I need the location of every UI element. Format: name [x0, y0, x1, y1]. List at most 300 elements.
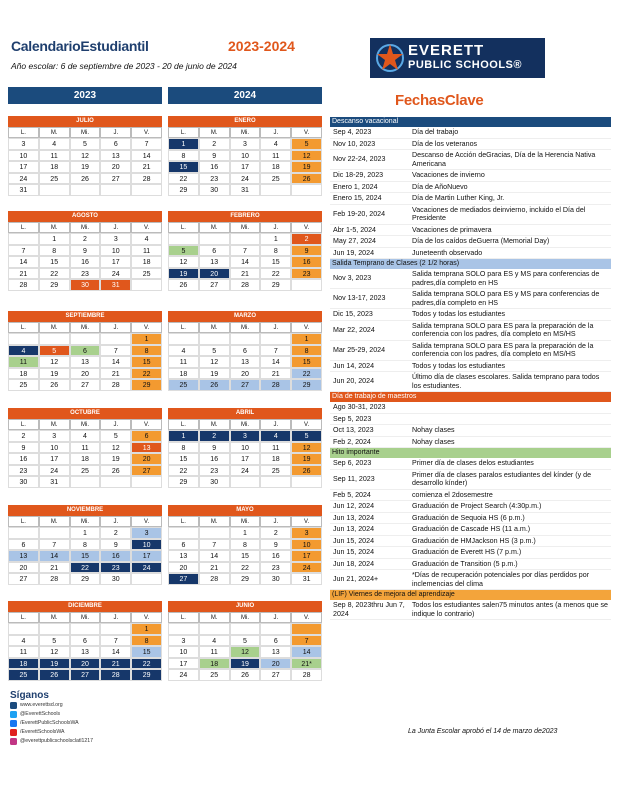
day-cell: 4: [199, 635, 230, 647]
month-name: MARZO: [168, 311, 322, 322]
day-cell: 26: [230, 669, 261, 681]
weekday-label: J.: [100, 419, 131, 430]
day-cell: 22: [260, 268, 291, 280]
day-cell: 8: [131, 635, 162, 647]
key-date-row: [330, 321, 611, 341]
day-cell: 6: [168, 539, 199, 551]
key-description: Día del trabajo: [412, 128, 459, 136]
day-cell: [168, 527, 199, 539]
weekday-label: J.: [100, 127, 131, 138]
day-cell: 21: [260, 368, 291, 380]
key-description: Vacaciones de invierno: [412, 171, 485, 179]
day-cell: 2: [70, 233, 101, 245]
month-calendar: [168, 408, 322, 488]
social-icon: [10, 711, 17, 718]
day-cell: 15: [230, 550, 261, 562]
weekday-label: V.: [291, 222, 322, 233]
key-section-header: Salida Temprano de Clases (2 1/2 horas): [330, 259, 611, 269]
day-cell: 14: [199, 550, 230, 562]
week-row: [8, 623, 162, 635]
day-cell: [291, 279, 322, 291]
day-cell: 15: [39, 256, 70, 268]
social-link[interactable]: [10, 737, 93, 746]
weekday-label: J.: [100, 222, 131, 233]
day-cell: 26: [291, 465, 322, 477]
day-cell: 17: [39, 453, 70, 465]
day-cell: 21: [199, 562, 230, 574]
day-cell: [260, 476, 291, 488]
day-cell: 27: [8, 573, 39, 585]
day-cell: 3: [131, 527, 162, 539]
key-description: [410, 402, 611, 413]
day-cell: 23: [260, 562, 291, 574]
weekday-label: J.: [260, 127, 291, 138]
weekday-label: L.: [8, 419, 39, 430]
day-cell: [70, 623, 101, 635]
board-approval-note: La Junta Escolar aprobó el 14 de marzo de2023: [408, 728, 558, 735]
key-description: Día de los caídos deGuerra (Memorial Day): [412, 237, 550, 245]
key-description: Graduación de Sequoia HS (6 p.m.): [412, 513, 525, 522]
day-cell: 16: [291, 256, 322, 268]
key-description: Todos y todas los estudiantes: [412, 310, 506, 318]
day-cell: 1: [39, 233, 70, 245]
day-cell: 20: [70, 658, 101, 670]
key-date: Ago 30-31, 2023: [333, 403, 386, 411]
social-icon: [10, 738, 17, 745]
day-cell: 13: [260, 646, 291, 658]
day-cell: 30: [100, 573, 131, 585]
day-cell: 14: [39, 550, 70, 562]
week-row: [8, 138, 162, 150]
month-calendar: [8, 601, 162, 681]
week-row: [8, 173, 162, 185]
day-cell: 9: [70, 245, 101, 257]
day-cell: [131, 476, 162, 488]
day-cell: 19: [291, 161, 322, 173]
social-section: [10, 690, 93, 746]
key-date-row: [330, 236, 611, 248]
key-date-row: [330, 170, 611, 182]
key-date: Jun 13, 2024: [333, 513, 375, 522]
day-cell: 7: [8, 245, 39, 257]
day-cell: 19: [70, 161, 101, 173]
week-row: [168, 550, 322, 562]
day-cell: [230, 333, 261, 345]
day-cell: 27: [168, 573, 199, 585]
month-calendar: [168, 311, 322, 391]
weekday-label: J.: [260, 419, 291, 430]
weekday-label: J.: [260, 516, 291, 527]
day-cell: 12: [100, 442, 131, 454]
week-row: [168, 646, 322, 658]
weekday-label: V.: [131, 222, 162, 233]
day-cell: 18: [260, 453, 291, 465]
social-link[interactable]: [10, 719, 93, 728]
day-cell: 26: [168, 279, 199, 291]
week-row: [8, 573, 162, 585]
day-cell: [70, 333, 101, 345]
day-cell: 4: [168, 345, 199, 357]
day-cell: [70, 476, 101, 488]
day-cell: 26: [291, 173, 322, 185]
week-row: [168, 279, 322, 291]
day-cell: 1: [260, 233, 291, 245]
weekday-label: V.: [131, 127, 162, 138]
day-cell: 12: [291, 442, 322, 454]
key-date-row: [330, 524, 611, 536]
key-date: Dic 18-29, 2023: [333, 171, 384, 179]
weekday-label: L.: [8, 516, 39, 527]
day-cell: 23: [199, 173, 230, 185]
weekday-label: V.: [291, 127, 322, 138]
day-cell: 24: [230, 173, 261, 185]
weekday-label: V.: [291, 612, 322, 623]
day-cell: 7: [199, 539, 230, 551]
day-cell: 21: [8, 268, 39, 280]
weekday-label: Mi.: [70, 127, 101, 138]
weekday-label: J.: [100, 322, 131, 333]
day-cell: [168, 333, 199, 345]
week-row: [168, 256, 322, 268]
key-date: Jun 21, 2024+: [333, 575, 379, 584]
month-calendar: [8, 211, 162, 291]
key-description: Vacaciones de mediados deinvierno, incluido el Día del Presidente: [412, 205, 586, 222]
month-name: MAYO: [168, 505, 322, 516]
key-date-row: [330, 425, 611, 437]
day-cell: 13: [230, 356, 261, 368]
day-cell: 17: [230, 453, 261, 465]
day-cell: [39, 623, 70, 635]
key-date: Dic 15, 2023: [333, 310, 373, 318]
week-row: [168, 138, 322, 150]
day-cell: 25: [39, 173, 70, 185]
key-description: comienza el 2dosemestre: [412, 490, 493, 499]
key-date-row: [330, 547, 611, 559]
day-cell: 20: [230, 368, 261, 380]
weekday-header-row: [8, 516, 162, 527]
day-cell: 25: [260, 465, 291, 477]
day-cell: 14: [260, 356, 291, 368]
weekday-label: M.: [199, 222, 230, 233]
week-row: [8, 368, 162, 380]
day-cell: [260, 623, 291, 635]
logo-line2: PUBLIC SCHOOLS®: [408, 59, 522, 71]
day-cell: 9: [199, 150, 230, 162]
week-row: [168, 562, 322, 574]
day-cell: 30: [199, 184, 230, 196]
day-cell: 18: [8, 658, 39, 670]
day-cell: 18: [168, 368, 199, 380]
day-cell: 19: [168, 268, 199, 280]
day-cell: 11: [70, 442, 101, 454]
day-cell: 6: [260, 635, 291, 647]
social-link[interactable]: [10, 701, 93, 710]
social-link[interactable]: [10, 710, 93, 719]
key-description: Juneteenth observado: [412, 248, 483, 257]
week-row: [8, 635, 162, 647]
star-logo-icon: [370, 38, 408, 78]
day-cell: 7: [260, 345, 291, 357]
day-cell: 15: [260, 256, 291, 268]
day-cell: 31: [8, 184, 39, 196]
key-date-row: [330, 513, 611, 525]
week-row: [168, 527, 322, 539]
key-date: Sep 8, 2023thru Jun 7, 2024: [333, 601, 405, 618]
day-cell: 7: [131, 138, 162, 150]
day-cell: 12: [168, 256, 199, 268]
month-calendar: [8, 116, 162, 196]
day-cell: 14: [291, 646, 322, 658]
key-description: Graduación de HMJackson HS (3 p.m.): [412, 536, 536, 545]
week-row: [168, 368, 322, 380]
key-date: Sep 11, 2023: [333, 474, 375, 483]
key-date-row: [330, 182, 611, 194]
day-cell: 10: [230, 150, 261, 162]
day-cell: 21*: [291, 658, 322, 670]
week-row: [168, 623, 322, 635]
day-cell: 10: [230, 442, 261, 454]
key-section-header: (LIF) Viernes de mejora del aprendizaje: [330, 590, 611, 600]
day-cell: 5: [39, 345, 70, 357]
day-cell: 12: [199, 356, 230, 368]
day-cell: 22: [291, 368, 322, 380]
day-cell: [39, 184, 70, 196]
key-date-row: [330, 570, 611, 590]
week-row: [168, 173, 322, 185]
day-cell: 11: [39, 150, 70, 162]
day-cell: 19: [230, 658, 261, 670]
key-description: Día de los veteranos: [412, 139, 478, 148]
month-name: ENERO: [168, 116, 322, 127]
day-cell: 6: [70, 345, 101, 357]
day-cell: 23: [291, 268, 322, 280]
key-description: *Días de recuperación potenciales por días perdidos por inclemencias del clima: [412, 571, 590, 588]
day-cell: 29: [131, 379, 162, 391]
key-date-row: [330, 139, 611, 151]
day-cell: 30: [8, 476, 39, 488]
key-description: Nohay clases: [412, 426, 455, 434]
week-row: [168, 245, 322, 257]
month-name: SEPTIEMBRE: [8, 311, 162, 322]
day-cell: 5: [291, 138, 322, 150]
day-cell: 9: [8, 442, 39, 454]
weekday-label: M.: [39, 127, 70, 138]
week-row: [168, 356, 322, 368]
weekday-label: Mi.: [230, 127, 261, 138]
weekday-label: M.: [39, 516, 70, 527]
key-date-row: [330, 470, 611, 490]
day-cell: 28: [199, 573, 230, 585]
weekday-header-row: [8, 127, 162, 138]
week-row: [8, 150, 162, 162]
day-cell: 16: [70, 256, 101, 268]
day-cell: 18: [8, 368, 39, 380]
week-row: [168, 465, 322, 477]
key-section-header: Hito importante: [330, 448, 611, 458]
day-cell: 21: [230, 268, 261, 280]
day-cell: 12: [39, 646, 70, 658]
social-link[interactable]: [10, 728, 93, 737]
day-cell: 17: [8, 161, 39, 173]
weekday-label: Mi.: [230, 322, 261, 333]
day-cell: 20: [70, 368, 101, 380]
key-date: Abr 1-5, 2024: [333, 225, 376, 234]
day-cell: [100, 184, 131, 196]
day-cell: [131, 573, 162, 585]
week-row: [168, 658, 322, 670]
day-cell: [199, 623, 230, 635]
week-row: [168, 573, 322, 585]
week-row: [8, 658, 162, 670]
day-cell: 30: [199, 476, 230, 488]
day-cell: 29: [291, 379, 322, 391]
day-cell: 4: [131, 233, 162, 245]
day-cell: 11: [131, 245, 162, 257]
day-cell: 10: [291, 539, 322, 551]
month-name: JULIO: [8, 116, 162, 127]
key-dates-table: [330, 117, 611, 620]
key-date-row: [330, 361, 611, 373]
social-link-text: /EverettSchoolsWA: [20, 729, 65, 735]
key-date: Nov 13-17, 2023: [333, 294, 386, 303]
day-cell: 19: [39, 368, 70, 380]
day-cell: 6: [230, 345, 261, 357]
weekday-header-row: [168, 322, 322, 333]
key-date: Mar 22, 2024: [333, 325, 375, 334]
day-cell: 10: [168, 646, 199, 658]
weekday-label: M.: [39, 222, 70, 233]
day-cell: 16: [199, 453, 230, 465]
week-row: [8, 161, 162, 173]
weekday-label: V.: [131, 419, 162, 430]
social-link-text: www.everettsd.org: [20, 702, 63, 708]
weekday-header-row: [8, 612, 162, 623]
week-row: [168, 150, 322, 162]
day-cell: 27: [100, 173, 131, 185]
day-cell: 21: [100, 658, 131, 670]
day-cell: 3: [39, 430, 70, 442]
day-cell: 24: [230, 465, 261, 477]
day-cell: 8: [168, 150, 199, 162]
day-cell: 29: [131, 669, 162, 681]
day-cell: 26: [70, 173, 101, 185]
key-date: Jun 19, 2024: [333, 248, 375, 257]
social-link-text: @EverettSchools: [20, 711, 61, 717]
key-date-row: [330, 341, 611, 361]
weekday-label: L.: [168, 516, 199, 527]
weekday-label: L.: [8, 222, 39, 233]
day-cell: 15: [131, 646, 162, 658]
month-calendar: [8, 311, 162, 391]
everett-logo: [370, 38, 545, 78]
week-row: [8, 356, 162, 368]
key-description: Día de AñoNuevo: [412, 182, 468, 191]
day-cell: 26: [39, 669, 70, 681]
day-cell: 25: [199, 669, 230, 681]
key-date-row: [330, 289, 611, 309]
day-cell: 2: [199, 138, 230, 150]
week-row: [168, 233, 322, 245]
key-date: Sep 4, 2023: [333, 128, 372, 136]
weekday-label: V.: [291, 322, 322, 333]
day-cell: 7: [100, 345, 131, 357]
day-cell: 29: [168, 476, 199, 488]
day-cell: 29: [70, 573, 101, 585]
month-calendar: [168, 601, 322, 681]
key-description: Salida temprana SOLO para ES para la preparación de la conferencia con los padres, día completo en MS/HS: [412, 321, 594, 338]
day-cell: 11: [8, 646, 39, 658]
social-heading: Síganos: [10, 690, 49, 701]
day-cell: 5: [168, 245, 199, 257]
weekday-header-row: [168, 127, 322, 138]
weekday-label: Mi.: [70, 222, 101, 233]
key-date: Enero 1, 2024: [333, 182, 378, 191]
key-date: Sep 6, 2023: [333, 459, 372, 467]
day-cell: 11: [199, 646, 230, 658]
day-cell: 12: [230, 646, 261, 658]
weekday-label: Mi.: [230, 516, 261, 527]
day-cell: 28: [131, 173, 162, 185]
day-cell: 14: [230, 256, 261, 268]
day-cell: 8: [291, 345, 322, 357]
day-cell: 4: [8, 345, 39, 357]
weekday-label: L.: [8, 322, 39, 333]
key-date-row: [330, 205, 611, 225]
day-cell: 5: [291, 430, 322, 442]
key-description: Graduación de Project Search (4:30p.m.): [412, 502, 542, 510]
day-cell: [168, 233, 199, 245]
day-cell: [230, 623, 261, 635]
day-cell: 2: [199, 430, 230, 442]
weekday-label: V.: [131, 322, 162, 333]
key-section-header: Descanso vacacional: [330, 117, 611, 127]
week-row: [8, 442, 162, 454]
key-date: Enero 15, 2024: [333, 194, 382, 202]
weekday-label: Mi.: [70, 612, 101, 623]
day-cell: 2: [8, 430, 39, 442]
month-calendar: [168, 505, 322, 585]
week-row: [8, 268, 162, 280]
day-cell: 10: [131, 539, 162, 551]
day-cell: 1: [230, 527, 261, 539]
week-row: [8, 184, 162, 196]
weekday-header-row: [168, 419, 322, 430]
day-cell: 6: [131, 430, 162, 442]
day-cell: 5: [70, 138, 101, 150]
key-date: Sep 5, 2023: [333, 414, 372, 423]
month-name: OCTUBRE: [8, 408, 162, 419]
day-cell: 1: [131, 623, 162, 635]
key-date-row: [330, 414, 611, 426]
day-cell: 6: [100, 138, 131, 150]
day-cell: [260, 333, 291, 345]
week-row: [8, 539, 162, 551]
key-description: Descanso de Acción deGracias, Día de la Herencia Nativa Americana: [412, 151, 596, 168]
day-cell: [70, 184, 101, 196]
day-cell: 21: [39, 562, 70, 574]
social-link-text: @everettpublicschoolsclatl1217: [20, 738, 94, 744]
day-cell: 9: [291, 245, 322, 257]
day-cell: 27: [70, 669, 101, 681]
day-cell: 31: [100, 279, 131, 291]
key-date: Jun 15, 2024: [333, 548, 375, 556]
day-cell: [100, 333, 131, 345]
week-row: [168, 539, 322, 551]
key-date: Feb 5, 2024: [333, 490, 371, 499]
week-row: [8, 430, 162, 442]
day-cell: 31: [230, 184, 261, 196]
weekday-label: M.: [199, 322, 230, 333]
